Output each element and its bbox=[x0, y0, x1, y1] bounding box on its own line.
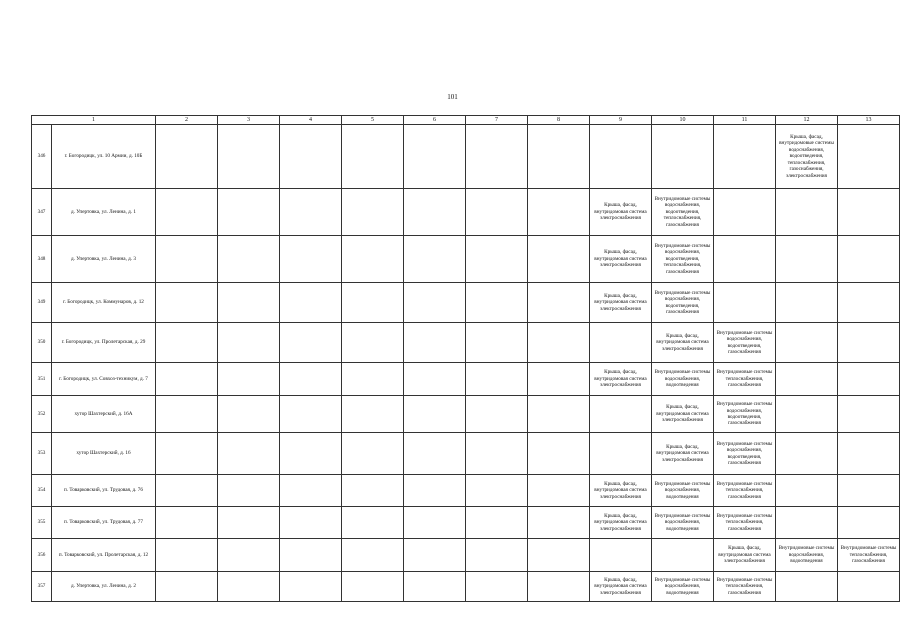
work-text: Крыша, фасад, внутридомовая система электроснабжения bbox=[594, 512, 647, 532]
empty-cell bbox=[404, 189, 466, 236]
empty-cell bbox=[838, 236, 900, 283]
empty-cell bbox=[838, 283, 900, 323]
empty-cell bbox=[218, 283, 280, 323]
work-cell bbox=[652, 236, 714, 283]
empty-cell bbox=[528, 572, 590, 602]
work-text: Внутридомовые системы водоснабжения, водоотведения bbox=[654, 480, 711, 500]
empty-cell bbox=[466, 283, 528, 323]
work-cell bbox=[652, 433, 714, 475]
empty-cell bbox=[218, 189, 280, 236]
work-cell bbox=[776, 125, 838, 189]
work-text: Крыша, фасад, внутридомовая система электроснабжения bbox=[594, 369, 647, 389]
address-cell: хутор Шахтерский, д. 16А bbox=[52, 396, 156, 433]
empty-cell bbox=[404, 236, 466, 283]
table-row bbox=[32, 396, 900, 433]
empty-cell bbox=[776, 323, 838, 363]
work-cell bbox=[838, 539, 900, 572]
capital-repair-table bbox=[31, 115, 900, 602]
empty-cell bbox=[776, 475, 838, 507]
empty-cell bbox=[528, 539, 590, 572]
empty-cell bbox=[838, 125, 900, 189]
empty-cell bbox=[528, 433, 590, 475]
row-number: 356 bbox=[32, 539, 52, 572]
empty-cell bbox=[838, 396, 900, 433]
work-text: Крыша, фасад, внутридомовые системы водоснабжения, водоотведения, теплоснабжения, газоснабжения, электроснабжения bbox=[779, 134, 834, 179]
work-text: Крыша, фасад, внутридомовая система электроснабжения bbox=[594, 202, 647, 222]
empty-cell bbox=[404, 283, 466, 323]
empty-cell bbox=[280, 125, 342, 189]
address-cell: д. Упертовка, ул. Ленина, д. 3 bbox=[52, 236, 156, 283]
address-cell: п. Товарковский, ул. Трудовая, д. 77 bbox=[52, 507, 156, 539]
empty-cell bbox=[590, 433, 652, 475]
work-text: Внутридомовые системы водоснабжения, водоотведения, газоснабжения bbox=[716, 440, 773, 466]
work-text: Внутридомовые системы водоснабжения, водоотведения bbox=[654, 369, 711, 389]
empty-cell bbox=[466, 323, 528, 363]
address-cell: г. Богородицк, ул. Пролетарская, д. 29 bbox=[52, 323, 156, 363]
empty-cell bbox=[342, 539, 404, 572]
empty-cell bbox=[342, 433, 404, 475]
empty-cell bbox=[156, 507, 218, 539]
empty-cell bbox=[838, 507, 900, 539]
empty-cell bbox=[528, 363, 590, 396]
work-cell bbox=[776, 539, 838, 572]
table-row bbox=[32, 572, 900, 602]
work-text: Внутридомовые системы водоснабжения, водоотведения bbox=[654, 512, 711, 532]
empty-cell bbox=[280, 539, 342, 572]
column-header: 12 bbox=[776, 116, 838, 125]
row-number: 357 bbox=[32, 572, 52, 602]
work-text: Внутридомовые системы водоснабжения, водоотведения bbox=[654, 576, 711, 596]
work-cell bbox=[590, 507, 652, 539]
row-number: 347 bbox=[32, 189, 52, 236]
empty-cell bbox=[404, 475, 466, 507]
work-cell bbox=[652, 572, 714, 602]
empty-cell bbox=[218, 323, 280, 363]
work-text: Внутридомовые системы водоснабжения, водоотведения, теплоснабжения, газоснабжения bbox=[654, 195, 711, 228]
empty-cell bbox=[156, 189, 218, 236]
header-row bbox=[32, 116, 900, 125]
row-number: 351 bbox=[32, 363, 52, 396]
empty-cell bbox=[838, 363, 900, 396]
work-text: Внутридомовые системы теплоснабжения, газоснабжения bbox=[716, 512, 773, 532]
empty-cell bbox=[404, 363, 466, 396]
work-cell bbox=[590, 236, 652, 283]
empty-cell bbox=[280, 396, 342, 433]
empty-cell bbox=[280, 433, 342, 475]
work-cell bbox=[652, 507, 714, 539]
empty-cell bbox=[466, 433, 528, 475]
empty-cell bbox=[280, 236, 342, 283]
empty-cell bbox=[466, 363, 528, 396]
empty-cell bbox=[528, 283, 590, 323]
empty-cell bbox=[342, 475, 404, 507]
work-cell bbox=[714, 433, 776, 475]
work-text: Внутридомовые системы теплоснабжения, газоснабжения bbox=[840, 545, 897, 565]
column-header: 10 bbox=[652, 116, 714, 125]
work-cell bbox=[652, 189, 714, 236]
empty-cell bbox=[838, 189, 900, 236]
empty-cell bbox=[776, 572, 838, 602]
empty-cell bbox=[528, 475, 590, 507]
work-cell bbox=[652, 283, 714, 323]
address-cell: г. Богородицк, ул. Совхоз-техникум, д. 7 bbox=[52, 363, 156, 396]
work-cell bbox=[652, 475, 714, 507]
empty-cell bbox=[404, 433, 466, 475]
empty-cell bbox=[714, 236, 776, 283]
work-cell bbox=[590, 189, 652, 236]
work-text: Внутридомовые системы теплоснабжения, газоснабжения bbox=[716, 369, 773, 389]
empty-cell bbox=[776, 433, 838, 475]
empty-cell bbox=[404, 396, 466, 433]
empty-cell bbox=[466, 507, 528, 539]
table-row bbox=[32, 283, 900, 323]
row-number: 348 bbox=[32, 236, 52, 283]
empty-cell bbox=[776, 363, 838, 396]
empty-cell bbox=[838, 323, 900, 363]
column-header: 1 bbox=[32, 116, 156, 125]
empty-cell bbox=[218, 363, 280, 396]
empty-cell bbox=[776, 507, 838, 539]
empty-cell bbox=[342, 323, 404, 363]
column-header: 6 bbox=[404, 116, 466, 125]
work-cell bbox=[590, 475, 652, 507]
empty-cell bbox=[776, 283, 838, 323]
empty-cell bbox=[218, 433, 280, 475]
column-header: 9 bbox=[590, 116, 652, 125]
column-header: 5 bbox=[342, 116, 404, 125]
work-text: Внутридомовые системы водоснабжения, водоотведения, газоснабжения bbox=[654, 289, 711, 315]
empty-cell bbox=[218, 572, 280, 602]
address-cell: г. Богородицк, ул. 10 Армии, д. 10Б bbox=[52, 125, 156, 189]
empty-cell bbox=[342, 283, 404, 323]
empty-cell bbox=[590, 539, 652, 572]
page-number: 101 bbox=[447, 93, 458, 101]
table-row bbox=[32, 539, 900, 572]
empty-cell bbox=[466, 572, 528, 602]
work-cell bbox=[590, 363, 652, 396]
row-number: 352 bbox=[32, 396, 52, 433]
empty-cell bbox=[404, 572, 466, 602]
empty-cell bbox=[652, 539, 714, 572]
empty-cell bbox=[218, 125, 280, 189]
empty-cell bbox=[156, 475, 218, 507]
column-header: 3 bbox=[218, 116, 280, 125]
empty-cell bbox=[156, 539, 218, 572]
empty-cell bbox=[280, 323, 342, 363]
address-cell: п. Товарковский, ул. Пролетарская, д. 12 bbox=[52, 539, 156, 572]
empty-cell bbox=[342, 125, 404, 189]
empty-cell bbox=[714, 125, 776, 189]
work-cell bbox=[714, 507, 776, 539]
row-number: 346 bbox=[32, 125, 52, 189]
empty-cell bbox=[218, 539, 280, 572]
empty-cell bbox=[280, 283, 342, 323]
work-text: Крыша, фасад, внутридомовая система электроснабжения bbox=[656, 443, 709, 463]
empty-cell bbox=[528, 189, 590, 236]
empty-cell bbox=[280, 572, 342, 602]
empty-cell bbox=[342, 189, 404, 236]
row-number: 349 bbox=[32, 283, 52, 323]
empty-cell bbox=[156, 125, 218, 189]
work-text: Внутридомовые системы водоснабжения, водоотведения, газоснабжения bbox=[716, 401, 773, 427]
empty-cell bbox=[404, 539, 466, 572]
column-header: 8 bbox=[528, 116, 590, 125]
empty-cell bbox=[156, 363, 218, 396]
empty-cell bbox=[280, 189, 342, 236]
empty-cell bbox=[218, 475, 280, 507]
empty-cell bbox=[590, 323, 652, 363]
empty-cell bbox=[466, 125, 528, 189]
column-header: 4 bbox=[280, 116, 342, 125]
empty-cell bbox=[528, 396, 590, 433]
work-cell bbox=[714, 572, 776, 602]
work-cell bbox=[652, 323, 714, 363]
empty-cell bbox=[466, 189, 528, 236]
empty-cell bbox=[280, 363, 342, 396]
empty-cell bbox=[218, 507, 280, 539]
empty-cell bbox=[404, 125, 466, 189]
empty-cell bbox=[528, 507, 590, 539]
table-row bbox=[32, 189, 900, 236]
empty-cell bbox=[342, 507, 404, 539]
empty-cell bbox=[156, 433, 218, 475]
work-text: Внутридомовые системы водоснабжения, водоотведения, газоснабжения bbox=[716, 329, 773, 355]
column-header: 7 bbox=[466, 116, 528, 125]
empty-cell bbox=[404, 507, 466, 539]
empty-cell bbox=[466, 539, 528, 572]
work-cell bbox=[590, 283, 652, 323]
empty-cell bbox=[218, 396, 280, 433]
work-text: Крыша, фасад, внутридомовая система электроснабжения bbox=[594, 249, 647, 269]
work-cell bbox=[652, 363, 714, 396]
empty-cell bbox=[590, 396, 652, 433]
work-text: Крыша, фасад, внутридомовая система электроснабжения bbox=[594, 292, 647, 312]
work-cell bbox=[590, 572, 652, 602]
empty-cell bbox=[714, 283, 776, 323]
empty-cell bbox=[404, 323, 466, 363]
empty-cell bbox=[156, 396, 218, 433]
address-cell: хутор Шахтерский, д. 16 bbox=[52, 433, 156, 475]
empty-cell bbox=[156, 572, 218, 602]
row-number: 350 bbox=[32, 323, 52, 363]
empty-cell bbox=[342, 572, 404, 602]
column-header: 13 bbox=[838, 116, 900, 125]
row-number: 353 bbox=[32, 433, 52, 475]
work-text: Внутридомовые системы теплоснабжения, газоснабжения bbox=[716, 480, 773, 500]
empty-cell bbox=[590, 125, 652, 189]
empty-cell bbox=[652, 125, 714, 189]
empty-cell bbox=[466, 396, 528, 433]
work-text: Крыша, фасад, внутридомовая система электроснабжения bbox=[656, 332, 709, 352]
empty-cell bbox=[838, 433, 900, 475]
empty-cell bbox=[528, 236, 590, 283]
table-row bbox=[32, 363, 900, 396]
table-row bbox=[32, 236, 900, 283]
empty-cell bbox=[776, 396, 838, 433]
empty-cell bbox=[528, 323, 590, 363]
empty-cell bbox=[776, 236, 838, 283]
empty-cell bbox=[838, 572, 900, 602]
table-row bbox=[32, 433, 900, 475]
work-cell bbox=[714, 323, 776, 363]
row-number: 355 bbox=[32, 507, 52, 539]
work-text: Внутридомовые системы водоснабжения, водоотведения bbox=[778, 545, 835, 565]
work-cell bbox=[714, 475, 776, 507]
column-header: 2 bbox=[156, 116, 218, 125]
table-row bbox=[32, 507, 900, 539]
empty-cell bbox=[156, 236, 218, 283]
address-cell: п. Товарковский, ул. Трудовая, д. 76 bbox=[52, 475, 156, 507]
empty-cell bbox=[156, 323, 218, 363]
table-row bbox=[32, 323, 900, 363]
work-text: Внутридомовые системы водоснабжения, водоотведения, теплоснабжения, газоснабжения bbox=[654, 242, 711, 275]
empty-cell bbox=[342, 396, 404, 433]
address-cell: д. Упертовка, ул. Ленина, д. 1 bbox=[52, 189, 156, 236]
address-cell: г. Богородицк, ул. Коммунаров, д. 12 bbox=[52, 283, 156, 323]
empty-cell bbox=[714, 189, 776, 236]
empty-cell bbox=[280, 507, 342, 539]
work-cell bbox=[714, 363, 776, 396]
work-text: Внутридомовые системы теплоснабжения, газоснабжения bbox=[716, 576, 773, 596]
address-cell: д. Упертовка, ул. Ленина, д. 2 bbox=[52, 572, 156, 602]
empty-cell bbox=[528, 125, 590, 189]
work-text: Крыша, фасад, внутридомовая система электроснабжения bbox=[594, 480, 647, 500]
empty-cell bbox=[156, 283, 218, 323]
empty-cell bbox=[342, 363, 404, 396]
empty-cell bbox=[218, 236, 280, 283]
table-row bbox=[32, 475, 900, 507]
empty-cell bbox=[466, 236, 528, 283]
work-text: Крыша, фасад, внутридомовая система электроснабжения bbox=[594, 576, 647, 596]
empty-cell bbox=[280, 475, 342, 507]
empty-cell bbox=[466, 475, 528, 507]
empty-cell bbox=[776, 189, 838, 236]
work-text: Крыша, фасад, внутридомовая система электроснабжения bbox=[718, 545, 771, 565]
column-header: 11 bbox=[714, 116, 776, 125]
work-cell bbox=[652, 396, 714, 433]
work-cell bbox=[714, 539, 776, 572]
table-row bbox=[32, 125, 900, 189]
empty-cell bbox=[838, 475, 900, 507]
work-text: Крыша, фасад, внутридомовая система электроснабжения bbox=[656, 404, 709, 424]
row-number: 354 bbox=[32, 475, 52, 507]
work-cell bbox=[714, 396, 776, 433]
empty-cell bbox=[342, 236, 404, 283]
